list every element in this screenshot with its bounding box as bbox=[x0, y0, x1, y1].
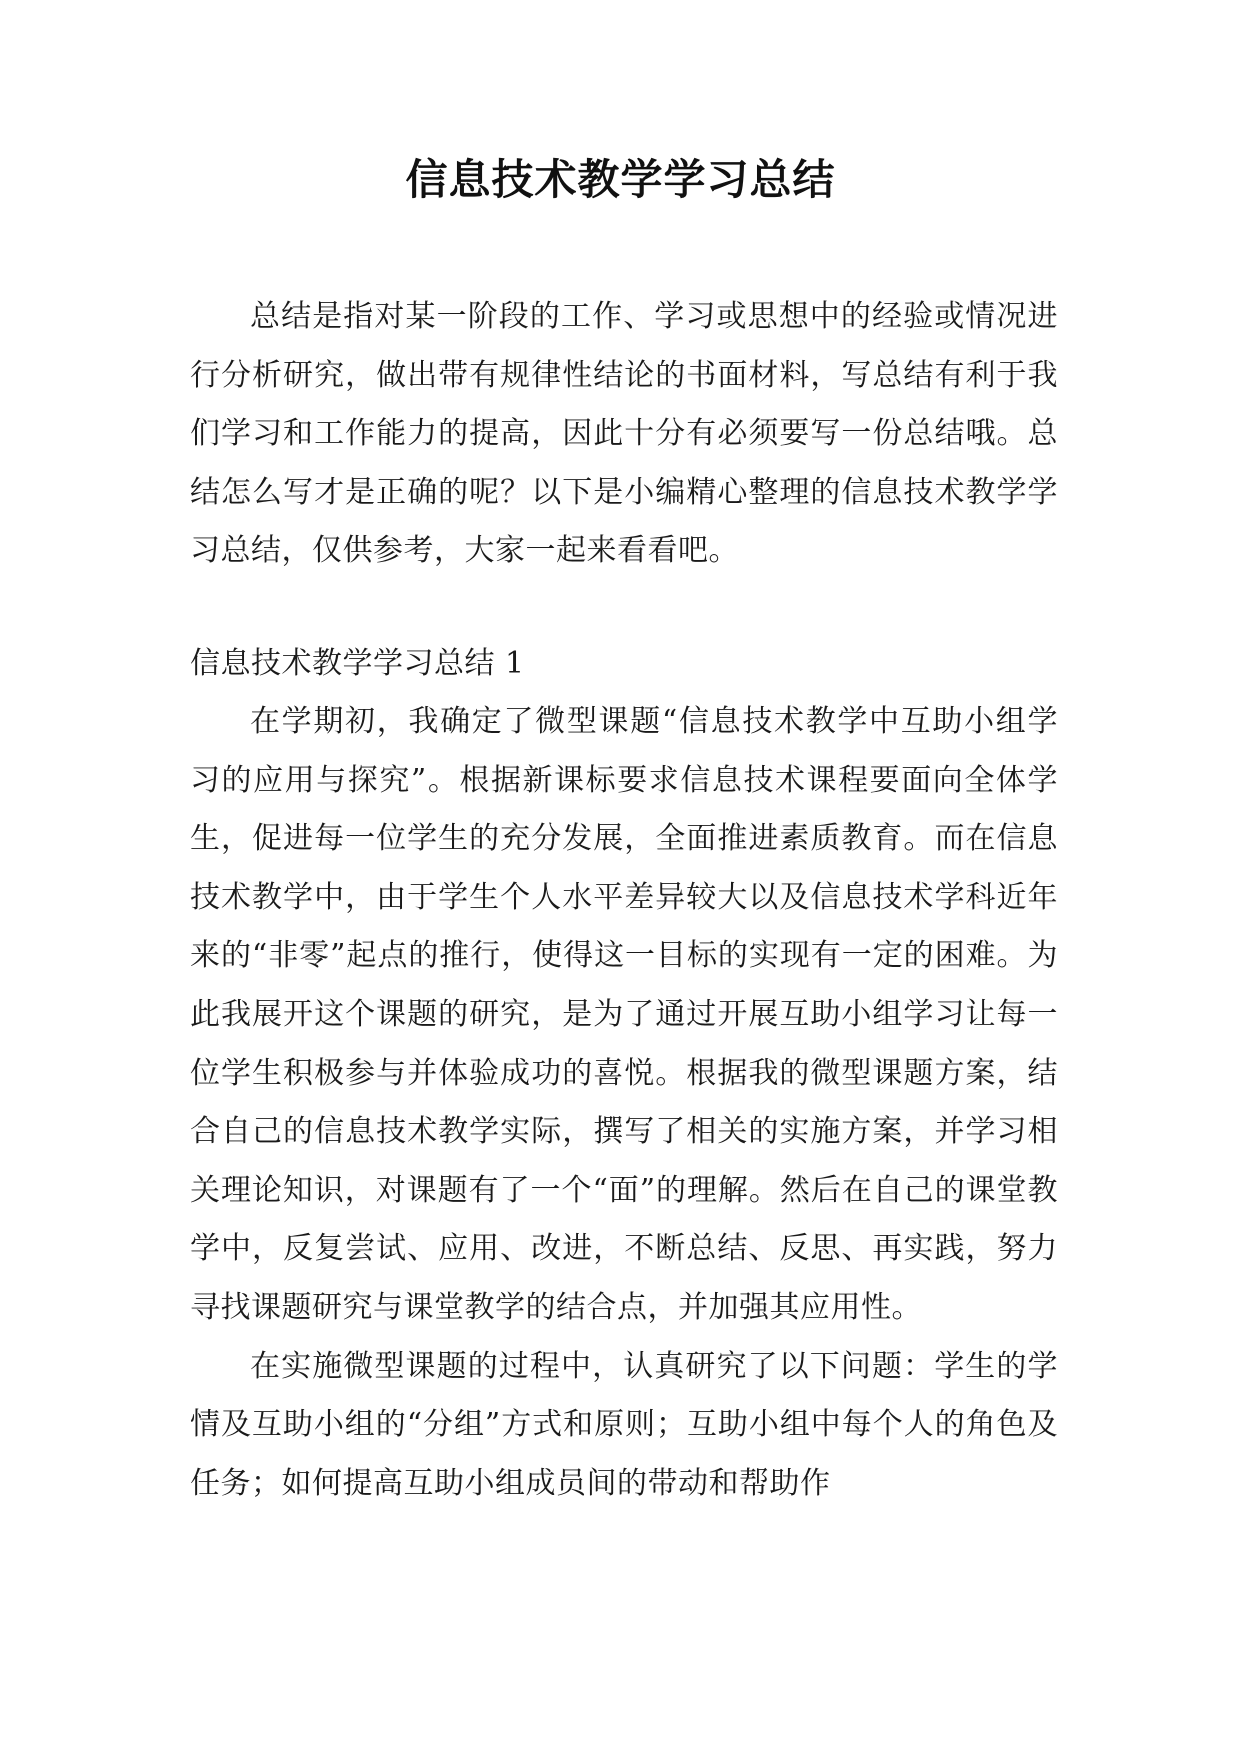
intro-paragraph: 总结是指对某一阶段的工作、学习或思想中的经验或情况进行分析研究，做出带有规律性结论的书面材料，写总结有利于我们学习和工作能力的提高，因此十分有必须要写一份总结哦。总结怎么写才是正确的呢？以下是小编精心整理的信息技术教学学习总结，仅供参考，大家一起来看看吧。 bbox=[190, 299, 1058, 569]
body-paragraph: 在实施微型课题的过程中，认真研究了以下问题：学生的学情及互助小组的“分组”方式和原则；互助小组中每个人的角色及任务；如何提高互助小组成员间的带动和帮助作 bbox=[190, 1348, 1058, 1501]
intro-block bbox=[190, 288, 1058, 581]
section-body bbox=[190, 693, 1058, 1513]
section-heading: 信息技术教学学习总结 1 bbox=[190, 646, 525, 681]
body-paragraph: 在学期初，我确定了微型课题“信息技术教学中互助小组学习的应用与探究”。根据新课标要求信息技术课程要面向全体学生，促进每一位学生的充分发展，全面推进素质教育。而在信息技术教学中，由于学生个人水平差异较大以及信息技术学科近年来的“非零”起点的推行，使得这一目标的实现有一定的困难。为此我展开这个课题的研究，是为了通过开展互助小组学习让每一位学生积极参与并体验成功的喜悦。根据我的微型课题方案，结合自己的信息技术教学实际，撰写了相关的实施方案，并学习相关理论知识，对课题有了一个“面”的理解。然后在自己的课堂教学中，反复尝试、应用、改进，不断总结、反思、再实践，努力寻找课题研究与课堂教学的结合点，并加强其应用性。 bbox=[190, 704, 1058, 1325]
document-title: 信息技术教学学习总结 bbox=[405, 155, 836, 204]
